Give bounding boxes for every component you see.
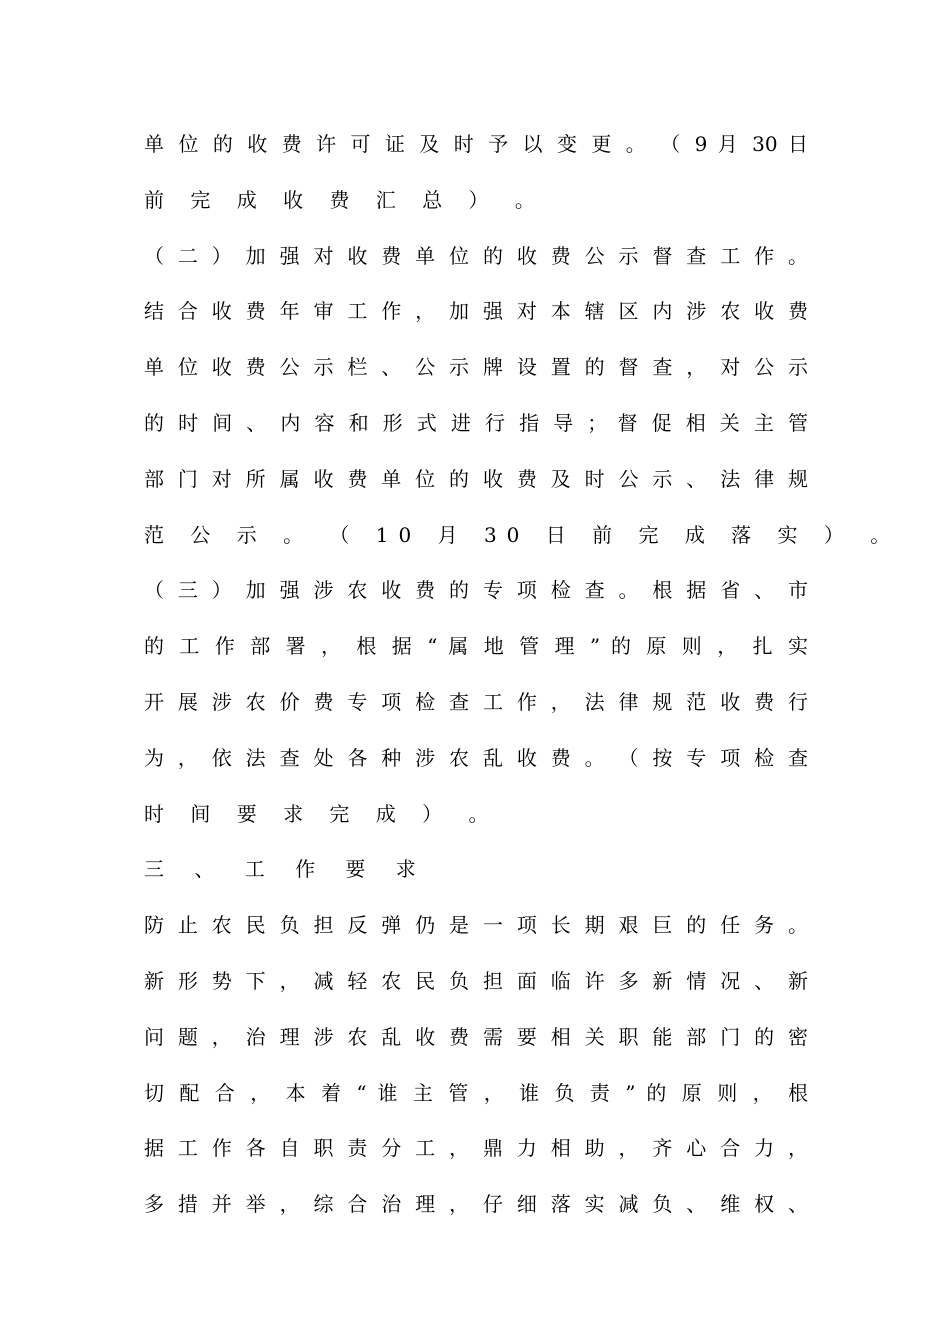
text-line-8: 范 公 示 。 （ 10 月 30 日 前 完 成 落 实 ） 。 [144,522,901,547]
text-line-6: 的 时 间 、 内 容 和 形 式 进 行 指 导 ； 督 促 相 关 主 管 [144,410,808,435]
section-heading-2: （ 二 ） 加 强 对 收 费 单 位 的 收 费 公 示 督 查 工 作 。 [144,243,808,268]
text-line-16: 新 形 势 下 ， 减 轻 农 民 负 担 面 临 许 多 新 情 况 、 新 [144,968,808,993]
text-line-15: 防 止 农 民 负 担 反 弹 仍 是 一 项 长 期 艰 巨 的 任 务 。 [144,913,808,938]
body-text [144,121,901,1237]
text-line-2: 前 完 成 收 费 汇 总 ） 。 [144,187,545,212]
text-line-19: 据 工 作 各 自 职 责 分 工 ， 鼎 力 相 助 ， 齐 心 合 力 ， [144,1136,808,1161]
text-line-13: 时 间 要 求 完 成 ） 。 [144,801,499,826]
text-line-17: 问 题 ， 治 理 涉 农 乱 收 费 需 要 相 关 职 能 部 门 的 密 [144,1024,808,1049]
main-heading-work-requirements: 三 、 工 作 要 求 [144,857,428,882]
text-line-7: 部 门 对 所 属 收 费 单 位 的 收 费 及 时 公 示 、 法 律 规 [144,466,808,491]
text-line-11: 开 展 涉 农 价 费 专 项 检 查 工 作 ， 法 律 规 范 收 费 行 [144,689,808,714]
section-heading-3: （ 三 ） 加 强 涉 农 收 费 的 专 项 检 查 。 根 据 省 、 市 [144,578,808,603]
text-line-20: 多 措 并 举 ， 综 合 治 理 ， 仔 细 落 实 减 负 、 维 权 、 [144,1192,808,1217]
text-line-5: 单 位 收 费 公 示 栏 、 公 示 牌 设 置 的 督 查 ， 对 公 示 [144,355,808,380]
text-line-18: 切 配 合 ， 本 着 “ 谁 主 管 ， 谁 负 责 ” 的 原 则 ， 根 [144,1080,808,1105]
text-line-10: 的 工 作 部 署 ， 根 据 “ 属 地 管 理 ” 的 原 则 ， 扎 实 [144,634,808,659]
text-line-1: 单 位 的 收 费 许 可 证 及 时 予 以 变 更 。 （ 9 月 30 日 [144,132,808,156]
text-line-4: 结 合 收 费 年 审 工 作 ， 加 强 对 本 辖 区 内 涉 农 收 费 [144,299,808,324]
text-line-12: 为 ， 依 法 查 处 各 种 涉 农 乱 收 费 。 （ 按 专 项 检 查 [144,745,808,770]
